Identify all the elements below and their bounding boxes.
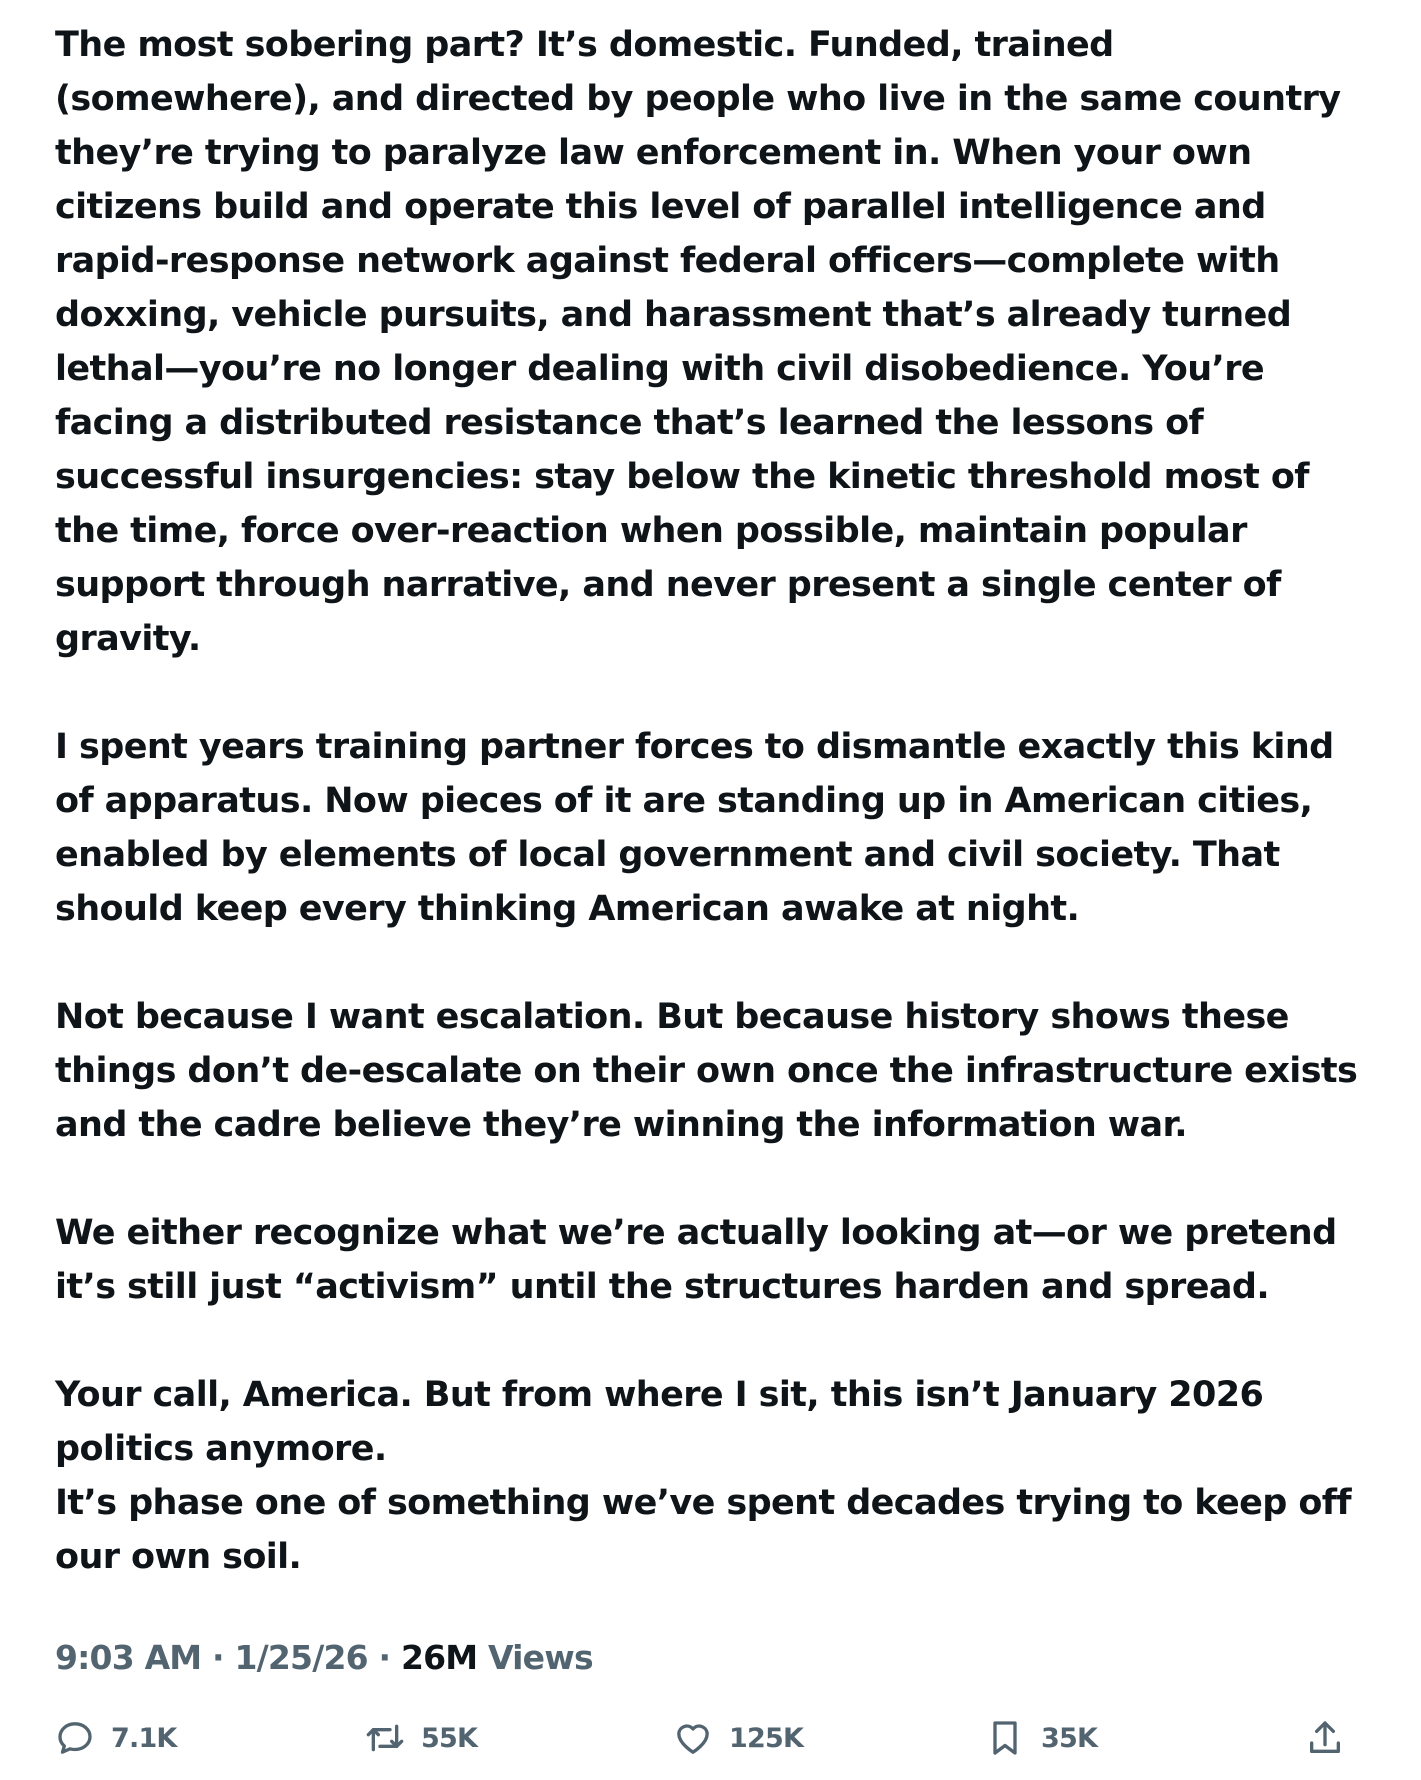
retweet-icon (365, 1718, 405, 1758)
post-time[interactable]: 9:03 AM (55, 1638, 202, 1677)
meta-separator: · (367, 1638, 401, 1677)
tweet-meta (55, 1638, 593, 1677)
like-count: 125K (729, 1722, 804, 1754)
tweet-body (55, 18, 1365, 1638)
tweet-paragraph: Your call, America. But from where I sit, this isn’t January 2026 politics anymore. It’s phase one of something we’ve spent decades trying to keep off our own soil. (55, 1375, 1352, 1577)
tweet-paragraph: We either recognize what we’re actually looking at—or we pretend it’s still just “activism” until the structures harden and spread. (55, 1213, 1337, 1307)
views-count: 26M (400, 1638, 478, 1677)
meta-separator: · (201, 1638, 235, 1677)
reply-icon (55, 1718, 95, 1758)
views-label: Views (477, 1638, 593, 1677)
action-bar (55, 1718, 1345, 1768)
retweet-button[interactable] (365, 1718, 477, 1758)
tweet-paragraph: I spent years training partner forces to dismantle exactly this kind of apparatus. Now pieces of it are standing up in American cities, enabled by elements of local government and civil society. That should keep every thinking American awake at night. (55, 727, 1334, 929)
reply-button[interactable] (55, 1718, 177, 1758)
tweet-paragraph: The most sobering part? It’s domestic. Funded, trained (somewhere), and directed by people who live in the same country they’re trying to paralyze law enforcement in. When your own citizens build and operate this level of parallel intelligence and rapid-response network against federal officers—complete with doxxing, vehicle pursuits, and harassment that’s already turned lethal—you’re no longer dealing with civil disobedience. You’re facing a distributed resistance that’s learned the lessons of successful insurgencies: stay below the kinetic threshold most of the time, force over-reaction when possible, maintain popular support through narrative, and never present a single center of gravity. (55, 25, 1341, 659)
like-button[interactable] (673, 1718, 803, 1758)
post-date[interactable]: 1/25/26 (234, 1638, 368, 1677)
reply-count: 7.1K (111, 1722, 177, 1754)
bookmark-button[interactable] (985, 1718, 1097, 1758)
heart-icon (673, 1718, 713, 1758)
share-icon (1305, 1718, 1345, 1758)
tweet-paragraph: Not because I want escalation. But because history shows these things don’t de-escalate on their own once the infrastructure exists and the cadre believe they’re winning the information war. (55, 997, 1358, 1145)
retweet-count: 55K (421, 1722, 478, 1754)
bookmark-count: 35K (1041, 1722, 1098, 1754)
share-button[interactable] (1305, 1718, 1345, 1762)
bookmark-icon (985, 1718, 1025, 1758)
